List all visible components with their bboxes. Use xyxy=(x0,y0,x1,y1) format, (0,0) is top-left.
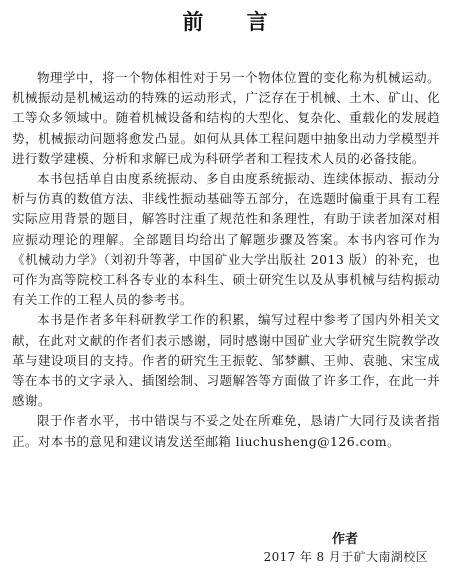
preface-body xyxy=(12,68,440,452)
paragraph-2: 本书包括单自由度系统振动、多自由度系统振动、连续体振动、振动分析与仿真的数值方法、非线性振动基础等五部分，在选题时偏重于具有工程实际应用背景的题目，解答时注重了规范性和条理性，有助于读者加深对相应振动理论的理解。全部题目均给出了解题步骤及答案。本书内容可作为《机械动力学》（刘初升等著，中国矿业大学出版社 2013 版）的补充，也可作为高等院校工科各专业的本科生、硕士研究生以及从事机械与结构振动有关工作的工程人员的参考书。 xyxy=(12,171,440,308)
paragraph-3: 本书是作者多年科研教学工作的积累，编写过程中参考了国内外相关文献，在此对文献的作者们表示感谢，同时感谢中国矿业大学研究生院教学改革与建设项目的支持。作者的研究生王振乾、邹梦麒、王帅、袁驰、宋宝成等在本书的文字录入、插图绘制、习题解答等方面做了许多工作，在此一并感谢。 xyxy=(12,312,440,409)
paragraph-1: 物理学中，将一个物体相性对于另一个物体位置的变化称为机械运动。机械振动是机械运动的特殊的运动形式，广泛存在于机械、土木、矿山、化工等众多领域中。随着机械设备和结构的大型化、复杂化、重载化的发展趋势，机械振动问题将愈发凸显。如何从具体工程问题中抽象出动力学模型并进行数学建模、分析和求解已成为科研学者和工程技术人员的必备技能。 xyxy=(12,70,440,166)
page-title: 前 言 xyxy=(182,10,286,34)
paragraph-4: 限于作者水平，书中错误与不妥之处在所难免，恳请广大同行及读者指正。对本书的意见和建议请发送至邮箱 liuchusheng@126.com。 xyxy=(12,413,440,449)
signature-author: 作者 xyxy=(331,532,358,547)
signature-date: 2017 年 8 月于矿大南湖校区 xyxy=(263,550,428,564)
